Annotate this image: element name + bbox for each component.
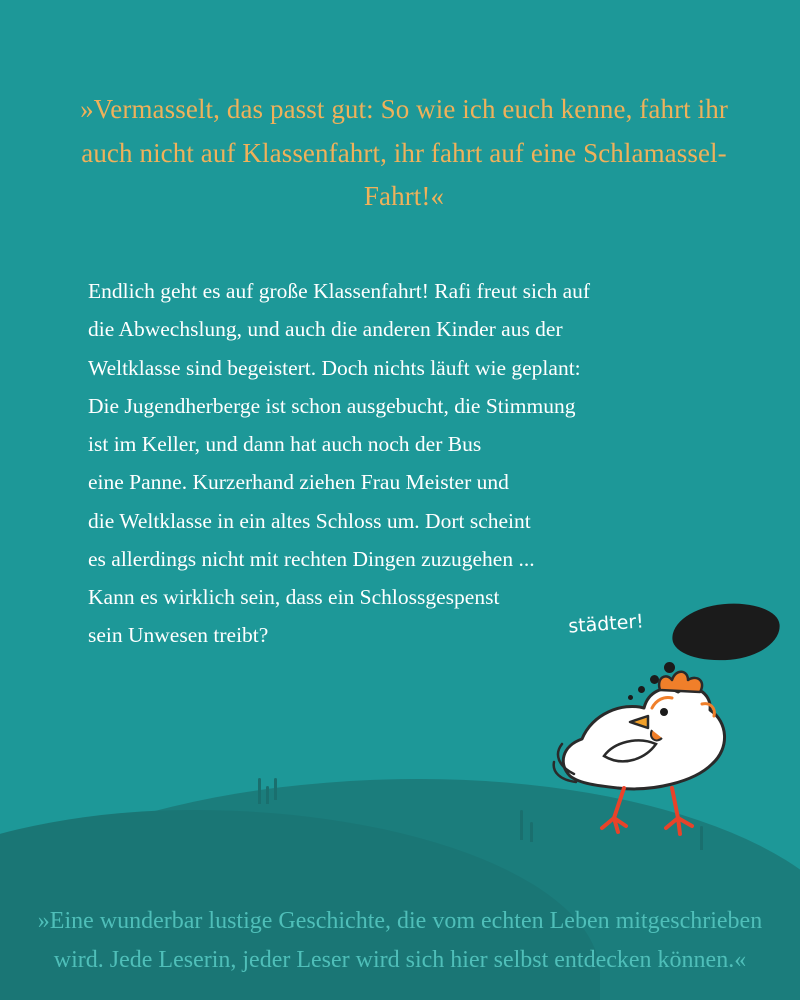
blurb-line: eine Panne. Kurzerhand ziehen Frau Meister und: [88, 470, 509, 495]
blurb-line: es allerdings nicht mit rechten Dingen zuzugehen ...: [88, 546, 535, 571]
grass-blade: [530, 822, 533, 842]
blurb-line: sein Unwesen treibt?: [88, 623, 269, 648]
grass-blade: [520, 810, 523, 840]
press-quote: »Eine wunderbar lustige Geschichte, die vom echten Leben mitgeschrieben wird. Jede Leserin, jeder Leser wird sich hier selbst entdecken können.«: [37, 907, 763, 973]
blurb-line: Die Jugendherberge ist schon ausgebucht, die Stimmung: [88, 393, 576, 418]
blurb-line: Endlich geht es auf große Klassenfahrt! Rafi freut sich auf: [88, 279, 591, 303]
grass-blade: [266, 786, 269, 804]
grass-blade: [258, 778, 261, 804]
blurb-line: Kann es wirklich sein, dass ein Schlossgespenst: [88, 585, 500, 610]
speech-bubble-text: städter!: [567, 610, 645, 638]
blurb-line: Weltklasse sind begeistert. Doch nichts läuft wie geplant:: [88, 355, 581, 380]
blurb-line: ist im Keller, und dann hat auch noch der Bus: [88, 432, 482, 457]
blurb-line: die Weltklasse in ein altes Schloss um. Dort scheint: [88, 508, 531, 533]
headline-quote: »Vermasselt, das passt gut: So wie ich euch kenne, fahrt ihr auch nicht auf Klassenfahrt, ihr fahrt auf eine Schlamassel-Fahrt!«: [80, 94, 728, 212]
blurb-line: die Abwechslung, und auch die anderen Kinder aus der: [88, 317, 563, 342]
chicken-illustration: [552, 596, 782, 876]
grass-blade: [274, 778, 277, 800]
chicken-drawing: [552, 596, 782, 876]
